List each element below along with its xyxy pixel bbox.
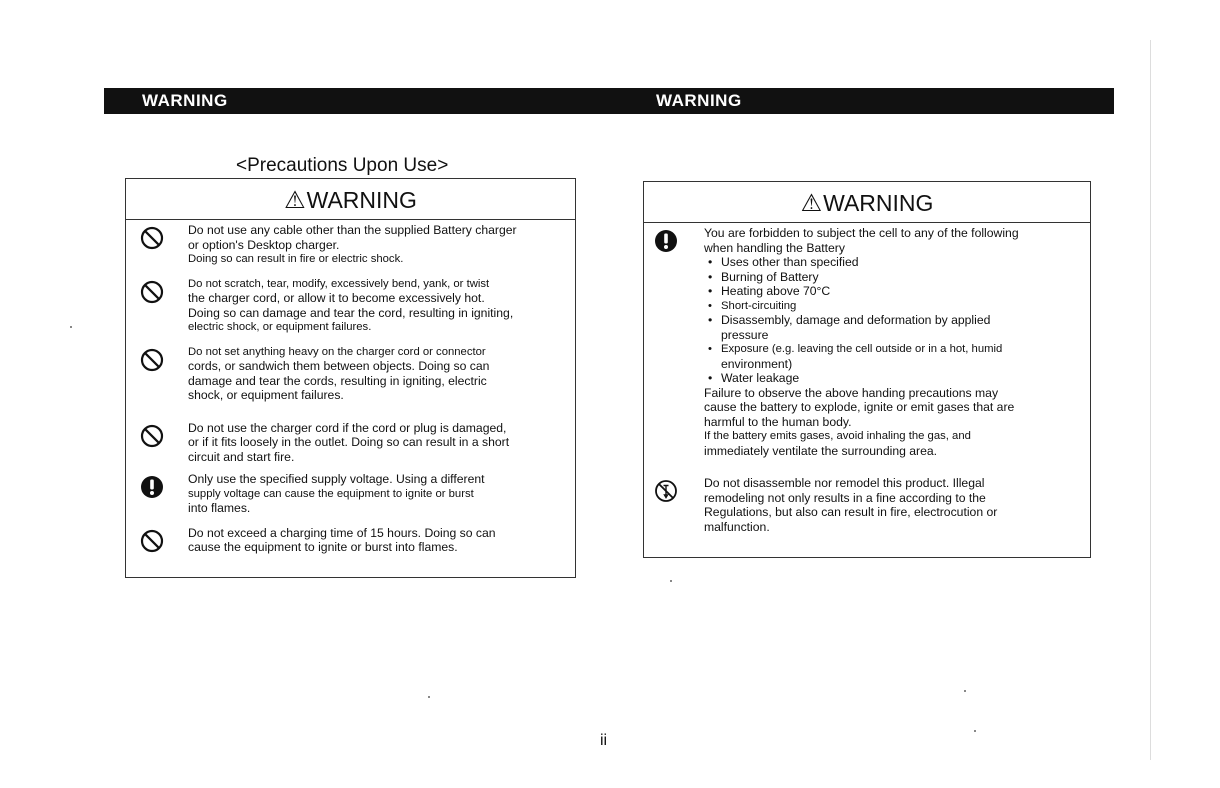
prohibition-icon: [140, 280, 164, 304]
disassembly-line: Do not disassemble nor remodel this product. Illegal: [704, 476, 985, 490]
mandatory-exclamation-icon: [140, 475, 164, 499]
scan-speck: [964, 690, 966, 692]
item-line: Doing so can damage and tear the cord, resulting in igniting,: [188, 305, 514, 320]
item-line: Do not use the charger cord if the cord or plug is damaged,: [188, 420, 507, 435]
item-line: the charger cord, or allow it to become excessively hot.: [188, 291, 485, 305]
item-line: into flames.: [188, 501, 251, 515]
item-line: shock, or equipment failures.: [188, 388, 344, 402]
item-line: cause the equipment to ignite or burst into flames.: [188, 540, 458, 554]
scan-speck: [70, 326, 72, 328]
no-disassembly-warning: [644, 476, 1090, 534]
warning-item-damaged-cord: [126, 421, 575, 465]
warning-triangle-icon: ⚠: [284, 187, 306, 214]
right-panel-header: [644, 182, 1090, 223]
scan-speck: [670, 580, 672, 582]
item-line: Do not scratch, tear, modify, excessively bend, yank, or twist: [188, 277, 490, 290]
battery-bullet: • Exposure (e.g. leaving the cell outside or in a hot, humid: [704, 342, 1082, 357]
precautions-subtitle: <Precautions Upon Use>: [236, 155, 449, 176]
scan-speck: [974, 730, 976, 732]
warning-banner-left-title: WARNING: [142, 91, 228, 110]
prohibition-icon: [140, 424, 164, 448]
battery-handling-warning: [644, 226, 1090, 458]
mandatory-exclamation-icon: [654, 229, 678, 253]
battery-intro-line: You are forbidden to subject the cell to any of the following: [704, 226, 1019, 240]
battery-bullet: • Heating above 70°C: [704, 284, 1082, 299]
battery-bullet: • Disassembly, damage and deformation by applied: [704, 313, 1082, 328]
disassembly-line: malfunction.: [704, 519, 770, 534]
battery-bullet-continuation: pressure: [721, 327, 769, 342]
warning-item-supplied-charger: [126, 223, 575, 267]
warning-item-heavy-objects: [126, 345, 575, 403]
warning-banner-left: [104, 88, 612, 114]
item-line: damage and tear the cords, resulting in igniting, electric: [188, 373, 487, 388]
item-line: or if it fits loosely in the outlet. Doing so can result in a short: [188, 435, 510, 449]
page-number: ii: [600, 732, 608, 749]
item-line: supply voltage can cause the equipment to ignite or burst: [188, 487, 474, 500]
item-line: Only use the specified supply voltage. Using a different: [188, 472, 485, 486]
battery-outro-line: cause the battery to explode, ignite or emit gases that are: [704, 400, 1015, 414]
prohibition-icon: [140, 529, 164, 553]
warning-banner-right-title: WARNING: [656, 91, 742, 110]
no-disassembly-icon: [654, 479, 678, 503]
item-line: Do not exceed a charging time of 15 hours. Doing so can: [188, 525, 496, 540]
item-line: cords, or sandwich them between objects. Doing so can: [188, 359, 490, 373]
left-warning-panel: [125, 178, 576, 578]
left-panel-header: [126, 179, 575, 220]
prohibition-icon: [140, 226, 164, 250]
item-line: Doing so can result in fire or electric shock.: [188, 253, 404, 265]
scan-speck: [428, 696, 430, 698]
scan-edge-line: [1150, 40, 1151, 760]
battery-bullet: • Uses other than specified: [704, 255, 1082, 270]
battery-intro-line: when handling the Battery: [704, 240, 845, 255]
battery-bullet-continuation: environment): [721, 356, 793, 371]
battery-outro-line: harmful to the human body.: [704, 414, 852, 429]
right-warning-panel: [643, 181, 1091, 558]
battery-bullet: • Burning of Battery: [704, 270, 1082, 285]
prohibition-icon: [140, 348, 164, 372]
item-line: Do not use any cable other than the supplied Battery charger: [188, 223, 517, 237]
battery-outro-line: immediately ventilate the surrounding area.: [704, 443, 938, 458]
battery-bullet: • Short-circuiting: [704, 299, 1082, 314]
item-line: electric shock, or equipment failures.: [188, 321, 372, 333]
warning-triangle-icon: ⚠: [800, 190, 823, 217]
warning-banner-right: [612, 88, 1114, 114]
warning-item-charger-cord: [126, 277, 575, 335]
warning-item-supply-voltage: [126, 472, 575, 516]
disassembly-line: remodeling not only results in a fine according to the: [704, 490, 986, 505]
battery-bullet: • Water leakage: [704, 371, 1082, 386]
warning-item-charging-time: [126, 526, 575, 555]
right-panel-header-label: WARNING: [823, 190, 934, 216]
left-panel-header-label: WARNING: [306, 187, 417, 213]
item-line: or option's Desktop charger.: [188, 237, 340, 252]
battery-outro-line: If the battery emits gases, avoid inhaling the gas, and: [704, 430, 971, 442]
item-line: Do not set anything heavy on the charger cord or connector: [188, 345, 486, 358]
disassembly-line: Regulations, but also can result in fire, electrocution or: [704, 505, 998, 519]
battery-outro-line: Failure to observe the above handing precautions may: [704, 385, 999, 400]
item-line: circuit and start fire.: [188, 449, 295, 464]
